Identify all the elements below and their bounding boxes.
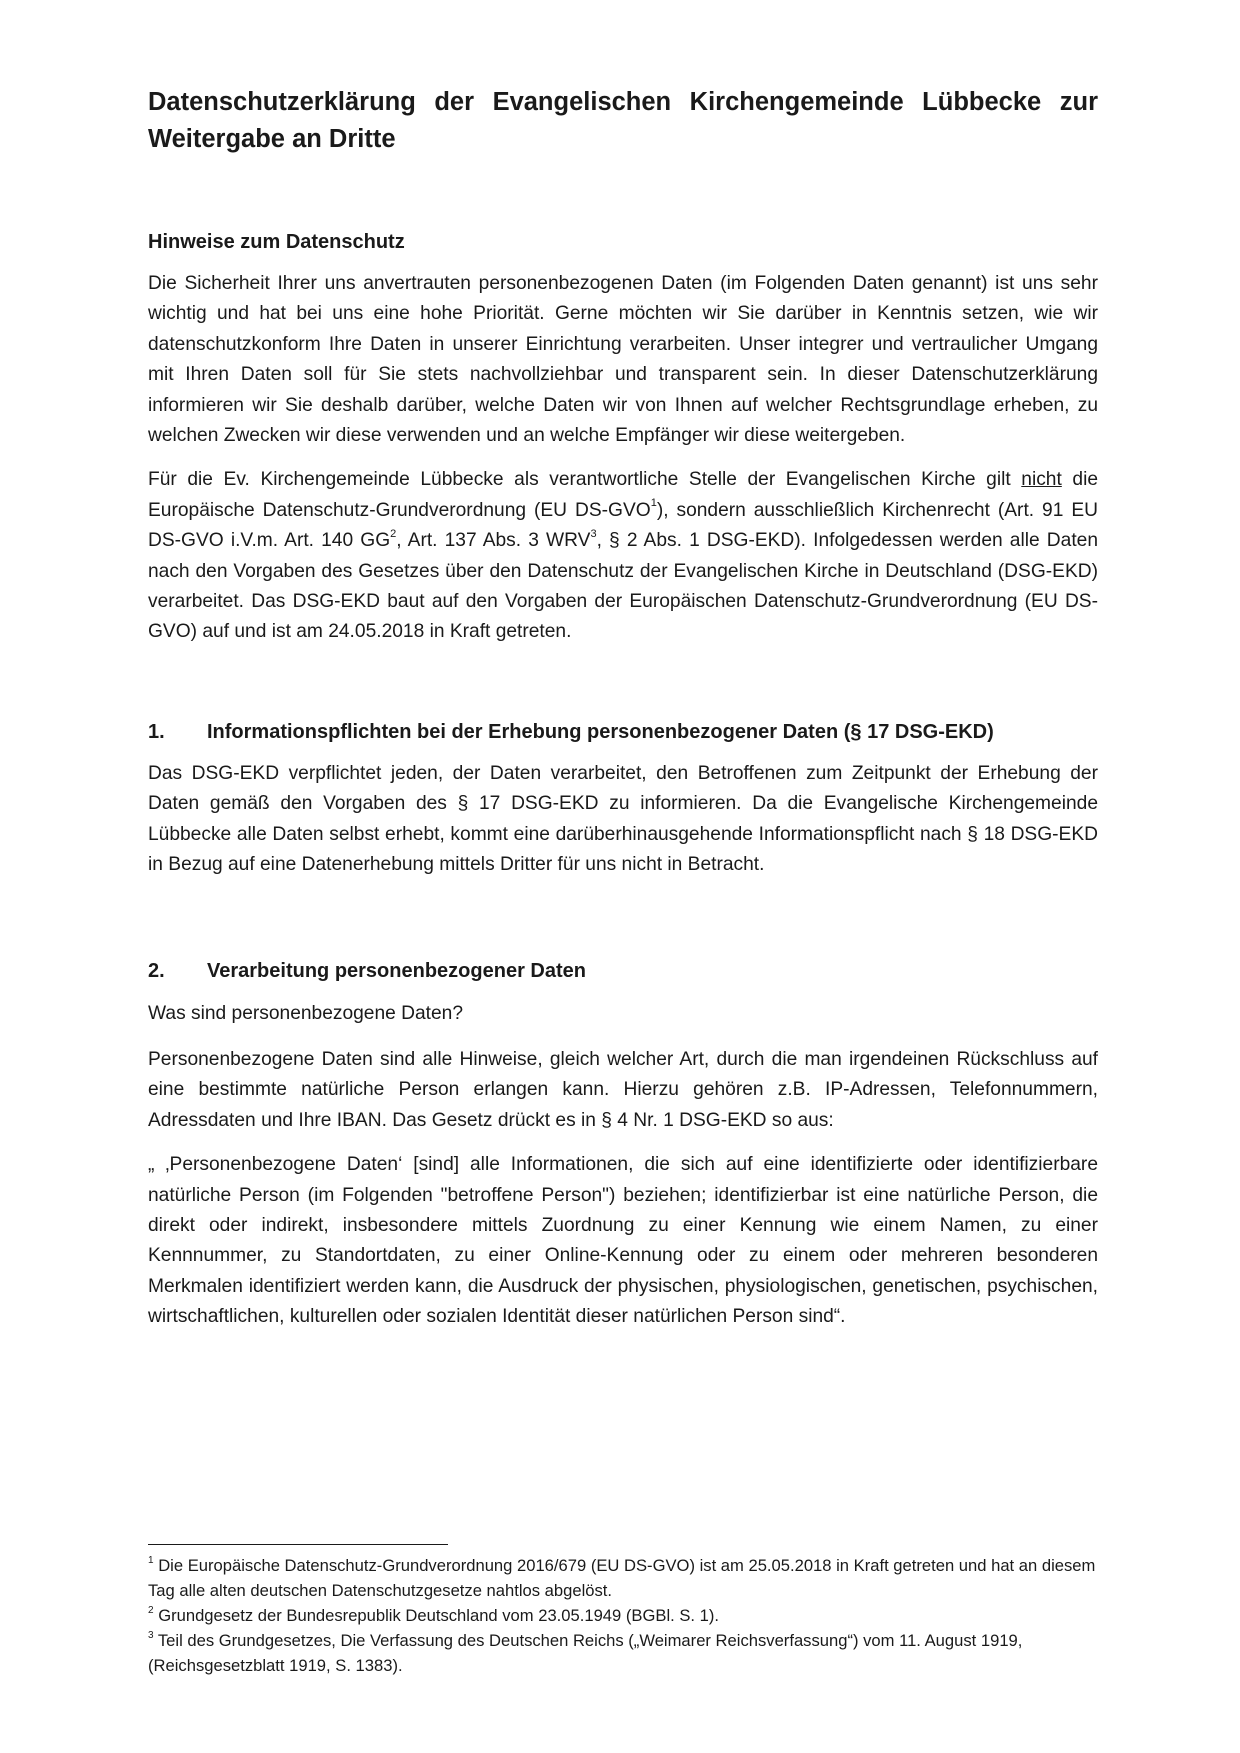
section-number: 1. bbox=[148, 720, 165, 743]
document-title: Datenschutzerklärung der Evangelischen Kirchengemeinde Lübbecke zur Weitergabe an Dritte bbox=[148, 88, 1098, 153]
hinweise-paragraph-2 bbox=[148, 465, 1098, 647]
text-segment: , Art. 137 Abs. 3 WRV bbox=[396, 530, 591, 552]
footnote-ref-2: 2 bbox=[390, 527, 397, 540]
hinweise-heading: Hinweise zum Datenschutz bbox=[148, 231, 405, 253]
text-segment: Für die Ev. Kirchengemeinde Lübbecke als verantwortliche Stelle der Evangelischen Kirche gilt bbox=[148, 469, 1022, 491]
section-2-heading bbox=[148, 957, 1098, 985]
footnote-text: Die Europäische Datenschutz-Grundverordnung 2016/679 (EU DS-GVO) ist am 25.05.2018 in Kraft getreten und hat an diesem Tag alle alten deutschen Datenschutzgesetze nahtlos abgelöst. bbox=[148, 1556, 1096, 1600]
text-segment: die Europäische Datenschutz-Grundverordnung (EU DS-GVO bbox=[148, 469, 1099, 521]
footnote-separator bbox=[148, 1544, 448, 1545]
footnote-number: 3 bbox=[148, 1630, 154, 1642]
footnote-2 bbox=[148, 1603, 1098, 1628]
section-2-question: Was sind personenbezogene Daten? bbox=[148, 1002, 464, 1024]
section-2-quote: „ ‚Personenbezogene Daten‘ [sind] alle Informationen, die sich auf eine identifizierte oder identifizierbare natürliche Person (im Folgenden "betroffene Person") beziehen; identifizierbar ist eine natürliche Person, die direkt oder indirekt, insbesondere mittels Zuordnung zu einer Kennung wie einem Namen, zu einer Kennnummer, zu Standortdaten, zu einer Online-Kennung oder zu einem oder mehreren besonderen Merkmalen identifiziert werden kann, die Ausdruck der physischen, physiologischen, genetischen, psychischen, wirtschaftlichen, kulturellen oder sozialen Identität dieser natürlichen Person sind“. bbox=[148, 1154, 1098, 1328]
underlined-nicht: nicht bbox=[1021, 469, 1062, 491]
text-segment: , § 2 Abs. 1 DSG-EKD). Infolgedessen werden alle Daten nach den Vorgaben des Gesetzes über den Datenschutz der Evangelischen Kirche in Deutschland (DSG-EKD) verarbeitet. Das DSG-EKD baut auf den Vorgaben der Europäischen Datenschutz-Grundverordnung (EU DS-GVO) auf und ist am 24.05.2018 in Kraft getreten. bbox=[148, 530, 1098, 643]
footnote-number: 1 bbox=[148, 1555, 154, 1567]
hinweise-paragraph-1: Die Sicherheit Ihrer uns anvertrauten personenbezogenen Daten (im Folgenden Daten genannt) ist uns sehr wichtig und hat bei uns eine hohe Priorität. Gerne möchten wir Sie darüber in Kenntnis setzen, wie wir datenschutzkonform Ihre Daten in unserer Einrichtung verarbeiten. Unser integrer und vertraulicher Umgang mit Ihren Daten soll für Sie stets nachvollziehbar und transparent sein. In dieser Datenschutzerklärung informieren wir Sie deshalb darüber, welche Daten wir von Ihnen auf welcher Rechtsgrundlage erheben, zu welchen Zwecken wir diese verwenden und an welche Empfänger wir diese weitergeben. bbox=[148, 273, 1098, 447]
footnotes bbox=[148, 1553, 1098, 1678]
footnote-ref-3: 3 bbox=[590, 527, 597, 540]
section-2-paragraph-1: Personenbezogene Daten sind alle Hinweise, gleich welcher Art, durch die man irgendeinen Rückschluss auf eine bestimmte natürliche Person erlangen kann. Hierzu gehören z.B. IP-Adressen, Telefonnummern, Adressdaten und Ihre IBAN. Das Gesetz drückt es in § 4 Nr. 1 DSG-EKD so aus: bbox=[148, 1048, 1098, 1131]
section-1-paragraph: Das DSG-EKD verpflichtet jeden, der Daten verarbeitet, den Betroffenen zum Zeitpunkt der Erhebung der Daten gemäß den Vorgaben des § 17 DSG-EKD zu informieren. Da die Evangelische Kirchengemeinde Lübbecke alle Daten selbst erhebt, kommt eine darüberhinausgehende Informationspflicht nach § 18 DSG-EKD in Bezug auf eine Datenerhebung mittels Dritter für uns nicht in Betracht. bbox=[148, 762, 1098, 876]
footnote-1 bbox=[148, 1553, 1098, 1603]
footnote-text: Grundgesetz der Bundesrepublik Deutschland vom 23.05.1949 (BGBl. S. 1). bbox=[158, 1606, 720, 1625]
document-page bbox=[148, 84, 1098, 1333]
section-title: Verarbeitung personenbezogener Daten bbox=[207, 959, 586, 982]
section-number: 2. bbox=[148, 959, 165, 982]
section-1-heading bbox=[148, 718, 1098, 746]
text-segment: ), sondern ausschließlich Kirchenrecht (Art. 91 EU DS-GVO i.V.m. Art. 140 GG bbox=[148, 499, 1098, 552]
footnote-ref-1: 1 bbox=[650, 497, 657, 510]
footnote-number: 2 bbox=[148, 1605, 154, 1617]
footnote-text: Teil des Grundgesetzes, Die Verfassung des Deutschen Reichs („Weimarer Reichsverfassung“) vom 11. August 1919, (Reichsgesetzblatt 1919, S. 1383). bbox=[148, 1631, 1023, 1675]
footnote-3 bbox=[148, 1628, 1098, 1678]
section-title: Informationspflichten bei der Erhebung personenbezogener Daten (§ 17 DSG-EKD) bbox=[207, 720, 994, 743]
